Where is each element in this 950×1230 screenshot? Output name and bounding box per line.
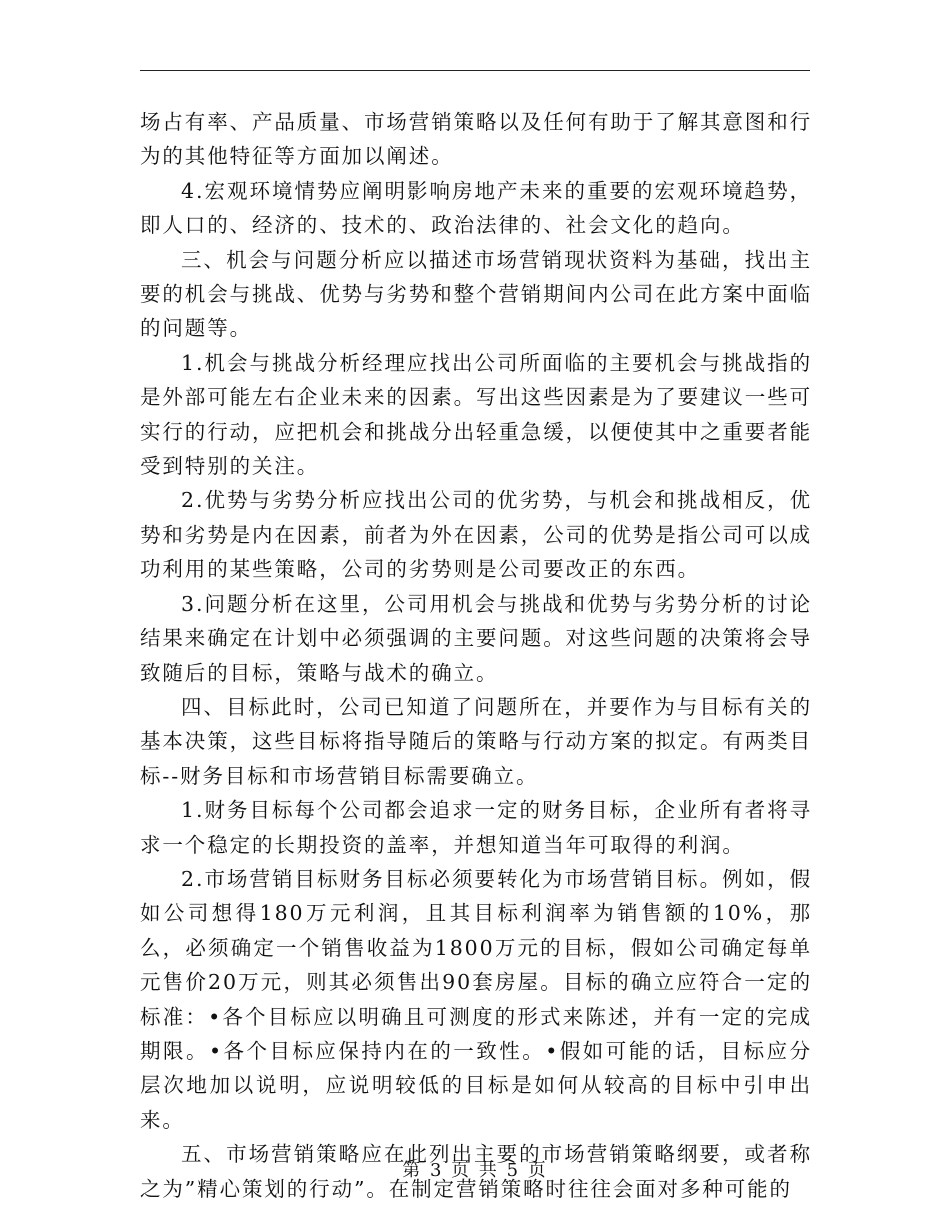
paragraph: 五、市场营销策略应在此列出主要的市场营销策略纲要，或者称之为”精心策划的行动”。在制定营销策略时往往会面对多种可能的 — [140, 1142, 812, 1201]
paragraph: 2.市场营销目标财务目标必须要转化为市场营销目标。例如，假如公司想得180万元利润，且其目标利润率为销售额的10%，那么，必须确定一个销售收益为1800万元的目标，假如公司确定每单元售价20万元，则其必须售出90套房屋。目标的确立应符合一定的标准：•各个目标应以明确且可测度的形式来陈述，并有一定的完成期限。•各个目标应保持内在的一致性。•假如可能的话，目标应分层次地加以说明，应说明较低的目标是如何从较高的目标中引申出来。 — [140, 866, 812, 1132]
paragraph: 3.问题分析在这里，公司用机会与挑战和优势与劣势分析的讨论结果来确定在计划中必须强调的主要问题。对这些问题的决策将会导致随后的目标，策略与战术的确立。 — [140, 591, 812, 685]
paragraph: 场占有率、产品质量、市场营销策略以及任何有助于了解其意图和行为的其他特征等方面加以阐述。 — [140, 110, 812, 169]
paragraph: 四、目标此时，公司已知道了问题所在，并要作为与目标有关的基本决策，这些目标将指导随后的策略与行动方案的拟定。有两类目标--财务目标和市场营销目标需要确立。 — [140, 694, 812, 788]
paragraph: 三、机会与问题分析应以描述市场营销现状资料为基础，找出主要的机会与挑战、优势与劣势和整个营销期间内公司在此方案中面临的问题等。 — [140, 247, 812, 341]
body-text — [140, 105, 812, 1206]
header-rule — [140, 70, 810, 71]
paragraph: 1.机会与挑战分析经理应找出公司所面临的主要机会与挑战指的是外部可能左右企业未来的因素。写出这些因素是为了要建议一些可实行的行动，应把机会和挑战分出轻重急缓，以便使其中之重要者能受到特别的关注。 — [140, 350, 812, 479]
paragraph: 2.优势与劣势分析应找出公司的优劣势，与机会和挑战相反，优势和劣势是内在因素，前者为外在因素，公司的优势是指公司可以成功利用的某些策略，公司的劣势则是公司要改正的东西。 — [140, 488, 812, 582]
page-footer: 第 3 页 共 5 页 — [402, 1160, 548, 1181]
paragraph: 4.宏观环境情势应阐明影响房地产未来的重要的宏观环境趋势，即人口的、经济的、技术的、政治法律的、社会文化的趋向。 — [140, 178, 812, 238]
paragraph: 1.财务目标每个公司都会追求一定的财务目标，企业所有者将寻求一个稳定的长期投资的盖率，并想知道当年可取得的利润。 — [140, 798, 812, 857]
